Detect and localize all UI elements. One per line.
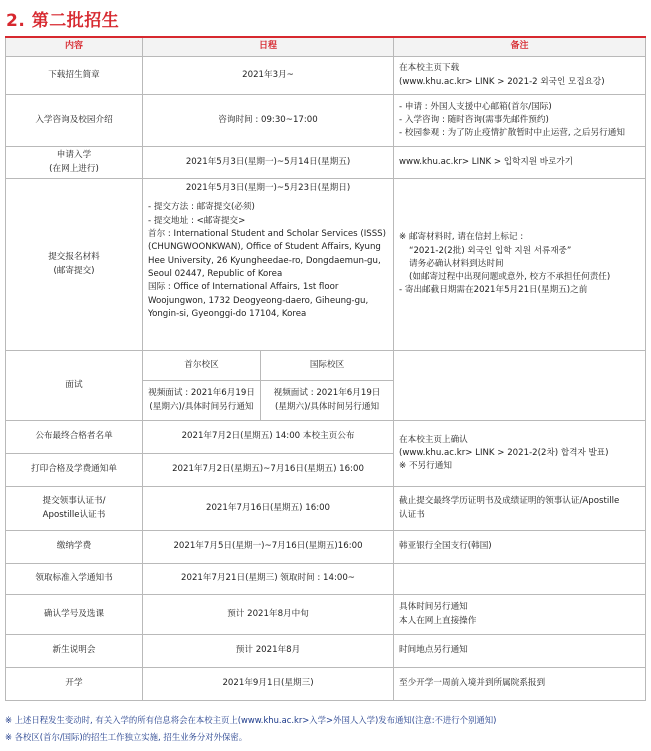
row-note: 在本校主页下载 (www.khu.ac.kr> LINK > 2021-2 외국인 모집요강) [394, 57, 646, 95]
row-schedule: 预计 2021年8月 [143, 635, 394, 668]
row-schedule: 咨询时间 : 09:30~17:00 [143, 95, 394, 147]
table-row [6, 421, 646, 454]
row-item: 入学咨询及校园介绍 [6, 95, 143, 147]
footnotes [5, 712, 645, 746]
footnote-1: ※ 上述日程发生变动时, 有关入学的所有信息将会在本校主页上(www.khu.ac.kr>入学>外国人入学)发布通知(注意:不进行个别通知) [5, 715, 497, 725]
row-item: 提交报名材料 (邮寄提交) [6, 179, 143, 351]
row-note: ※ 邮寄材料时, 请在信封上标记 : “2021-2(2批) 외국인 입학 지원 서류재중” 请务必确认材料到达时间 (如邮寄过程中出现问题或意外, 校方不承担任何责任) - 寄出邮截日期需在2021年5月21日(星期五)之前 [394, 179, 646, 351]
table-row [6, 57, 646, 95]
row-schedule: 2021年5月3日(星期一)~5月14日(星期五) [143, 147, 394, 179]
header-item: 内容 [6, 37, 143, 57]
table-row [6, 147, 646, 179]
table-row [6, 351, 646, 381]
row-item: 公布最终合格者名单 [6, 421, 143, 454]
row-item: 开学 [6, 668, 143, 701]
table-row [6, 95, 646, 147]
interview-seoul-text: 视频面试 : 2021年6月19日 (星期六)/具体时间另行通知 [143, 381, 261, 421]
row-item: 缴纳学费 [6, 531, 143, 564]
schedule-table [5, 36, 646, 701]
row-note [394, 351, 646, 421]
table-row [6, 531, 646, 564]
submit-address-global: 国际 : Office of International Affairs, 1st floor Woojungwon, 1732 Deogyeong-daero, Giheung-gu, Yongin-si, Gyeonggi-do 17104, Korea [148, 282, 369, 319]
interview-seoul-label: 首尔校区 [143, 351, 261, 381]
section-title: 2. 第二批招生 [6, 11, 120, 31]
row-schedule: 2021年9月1日(星期三) [143, 668, 394, 701]
row-note: 至少开学一周前入境并到所属院系报到 [394, 668, 646, 701]
row-note: 韩亚银行全国支行(韩国) [394, 531, 646, 564]
row-note: 时间地点另行通知 [394, 635, 646, 668]
row-schedule: 2021年7月21日(星期三) 领取时间 : 14:00~ [143, 564, 394, 595]
table-row [6, 487, 646, 531]
row-schedule: 预计 2021年8月中旬 [143, 595, 394, 635]
submit-date: 2021年5月3日(星期一)~5月23日(星期日) [185, 183, 351, 193]
row-note: 具体时间另行通知 本人在网上直接操作 [394, 595, 646, 635]
table-row [6, 635, 646, 668]
row-item: 下载招生简章 [6, 57, 143, 95]
submit-address-label: - 提交地址 : <邮寄提交> [148, 215, 246, 226]
row-item: 领取标准入学通知书 [6, 564, 143, 595]
interview-global-text: 视频面试 : 2021年6月19日 (星期六)/具体时间另行通知 [261, 381, 394, 421]
footnote-2: ※ 各校区(首尔/国际)的招生工作独立实施, 招生业务分对外保密。 [5, 732, 248, 742]
row-schedule: 2021年7月16日(星期五) 16:00 [143, 487, 394, 531]
table-header-row [6, 37, 646, 57]
row-schedule: 2021年7月2日(星期五) 14:00 本校主页公布 [143, 421, 394, 454]
table-row [6, 668, 646, 701]
table-row [6, 564, 646, 595]
row-note: 在本校主页上确认 (www.khu.ac.kr> LINK > 2021-2(2차) 합격자 발표) ※ 不另行通知 [394, 421, 646, 487]
table-row [6, 595, 646, 635]
row-item: 面试 [6, 351, 143, 421]
row-schedule: 2021年7月5日(星期一)~7月16日(星期五)16:00 [143, 531, 394, 564]
submit-method: - 提交方法 : 邮寄提交(必须) [148, 202, 255, 213]
submit-address-seoul: 首尔 : International Student and Scholar Services (ISSS) (CHUNGWOONKWAN), Office of Student Affairs, Kyung Hee University, 26 Kyungheedae-ro, Dongdaemun-gu, Seoul 02447, Republic of Korea [148, 228, 386, 279]
row-item: 新生说明会 [6, 635, 143, 668]
row-note [394, 564, 646, 595]
header-note: 备注 [394, 37, 646, 57]
row-note: - 申请 : 外国人支援中心邮箱(首尔/国际) - 入学咨询 : 随时咨询(需事先邮件预约) - 校园参观 : 为了防止疫情扩散暂时中止运营, 之后另行通知 [394, 95, 646, 147]
header-schedule: 日程 [143, 37, 394, 57]
row-note: 截止提交最终学历证明书及成绩证明的领事认证/Apostille 认证书 [394, 487, 646, 531]
row-item: 确认学号及选课 [6, 595, 143, 635]
table-row [6, 179, 646, 351]
row-schedule: 2021年3月~ [143, 57, 394, 95]
interview-global-label: 国际校区 [261, 351, 394, 381]
row-item: 打印合格及学费通知单 [6, 454, 143, 487]
row-item: 提交领事认证书/ Apostille认证书 [6, 487, 143, 531]
row-note: www.khu.ac.kr> LINK > 입학지원 바로가기 [394, 147, 646, 179]
row-item: 申请入学 (在网上进行) [6, 147, 143, 179]
row-schedule [143, 179, 394, 351]
row-schedule: 2021年7月2日(星期五)~7月16日(星期五) 16:00 [143, 454, 394, 487]
